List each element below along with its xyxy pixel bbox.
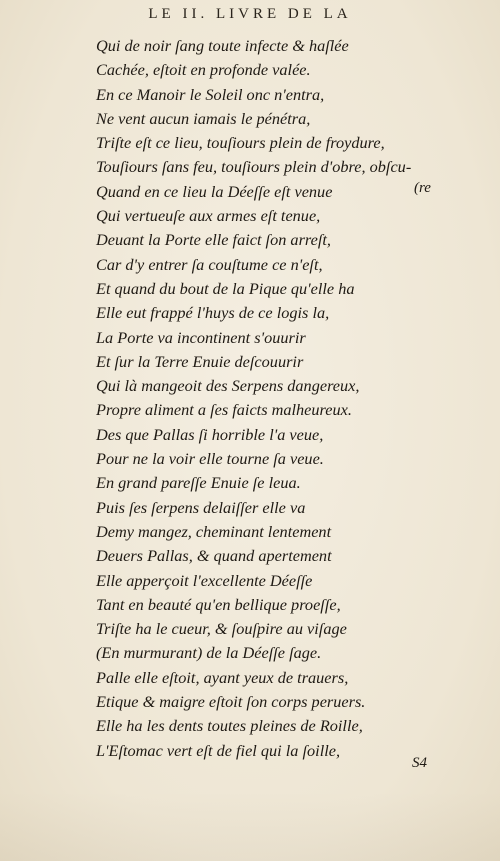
verse-line: Deuant la Porte elle faict ſon arreſt, [96,230,331,250]
page-shading [0,791,500,861]
verse-line: Triſte ha le cueur, & ſouſpire au viſage [96,619,347,639]
verse-line: Quand en ce lieu la Déeſſe eſt venue [96,181,333,201]
verse-line: Triſte eſt ce lieu, touſiours plein de froydure, [96,133,385,153]
verse-line: Pour ne la voir elle tourne ſa veue. [96,449,324,469]
verse-line: Elle apperçoit l'excellente Déeſſe [96,570,313,590]
line-turnover: (re [414,180,431,196]
verse-line: Tant en beauté qu'en bellique proeſſe, [96,594,341,614]
verse-line: (En murmurant) de la Déeſſe ſage. [96,643,322,663]
verse-line: Etique & maigre eſtoit ſon corps peruers. [96,692,366,712]
verse-line: En grand pareſſe Enuie ſe leua. [96,473,301,493]
verse-line: En ce Manoir le Soleil onc n'entra, [96,84,325,104]
verse-line: Touſiours ſans feu, touſiours plein d'obre, obſcu- [96,157,412,177]
verse-line: Demy mangez, cheminant lentement [96,521,332,541]
verse-line: Puis ſes ſerpens delaiſſer elle va [96,497,306,517]
verse-line: Propre aliment a ſes faicts malheureux. [96,400,352,420]
verse-line: Ne vent aucun iamais le pénétra, [96,108,311,128]
verse-line: La Porte va incontinent s'ouurir [96,327,306,347]
verse-line: L'Eſtomac vert eſt de fiel qui la ſoille, [96,740,341,760]
verse-line: Car d'y entrer ſa couſtume ce n'eſt, [96,254,323,274]
verse-line: Cachée, eſtoit en profonde valée. [96,60,311,80]
verse-line: Palle elle eſtoit, ayant yeux de trauers, [96,667,349,687]
verse-block [96,34,430,763]
verse-line: Elle ha les dents toutes pleines de Roille, [96,716,363,736]
running-head: LE II. LIVRE DE LA [148,6,352,22]
verse-line: Des que Pallas ſi horrible l'a veue, [96,424,324,444]
verse-line: Qui là mangeoit des Serpens dangereux, [96,376,360,396]
verse-line: Qui vertueuſe aux armes eſt tenue, [96,206,321,226]
verse-line: Qui de noir ſang toute infecte & haſlée [96,36,349,55]
verse-line: Et quand du bout de la Pique qu'elle ha [96,278,355,298]
verse-line: Et ſur la Terre Enuie deſcouurir [96,351,304,371]
signature-mark: S4 [412,755,427,771]
verse-line: Deuers Pallas, & quand apertement [96,546,332,566]
verse-line: Elle eut frappé l'huys de ce logis la, [96,303,330,323]
